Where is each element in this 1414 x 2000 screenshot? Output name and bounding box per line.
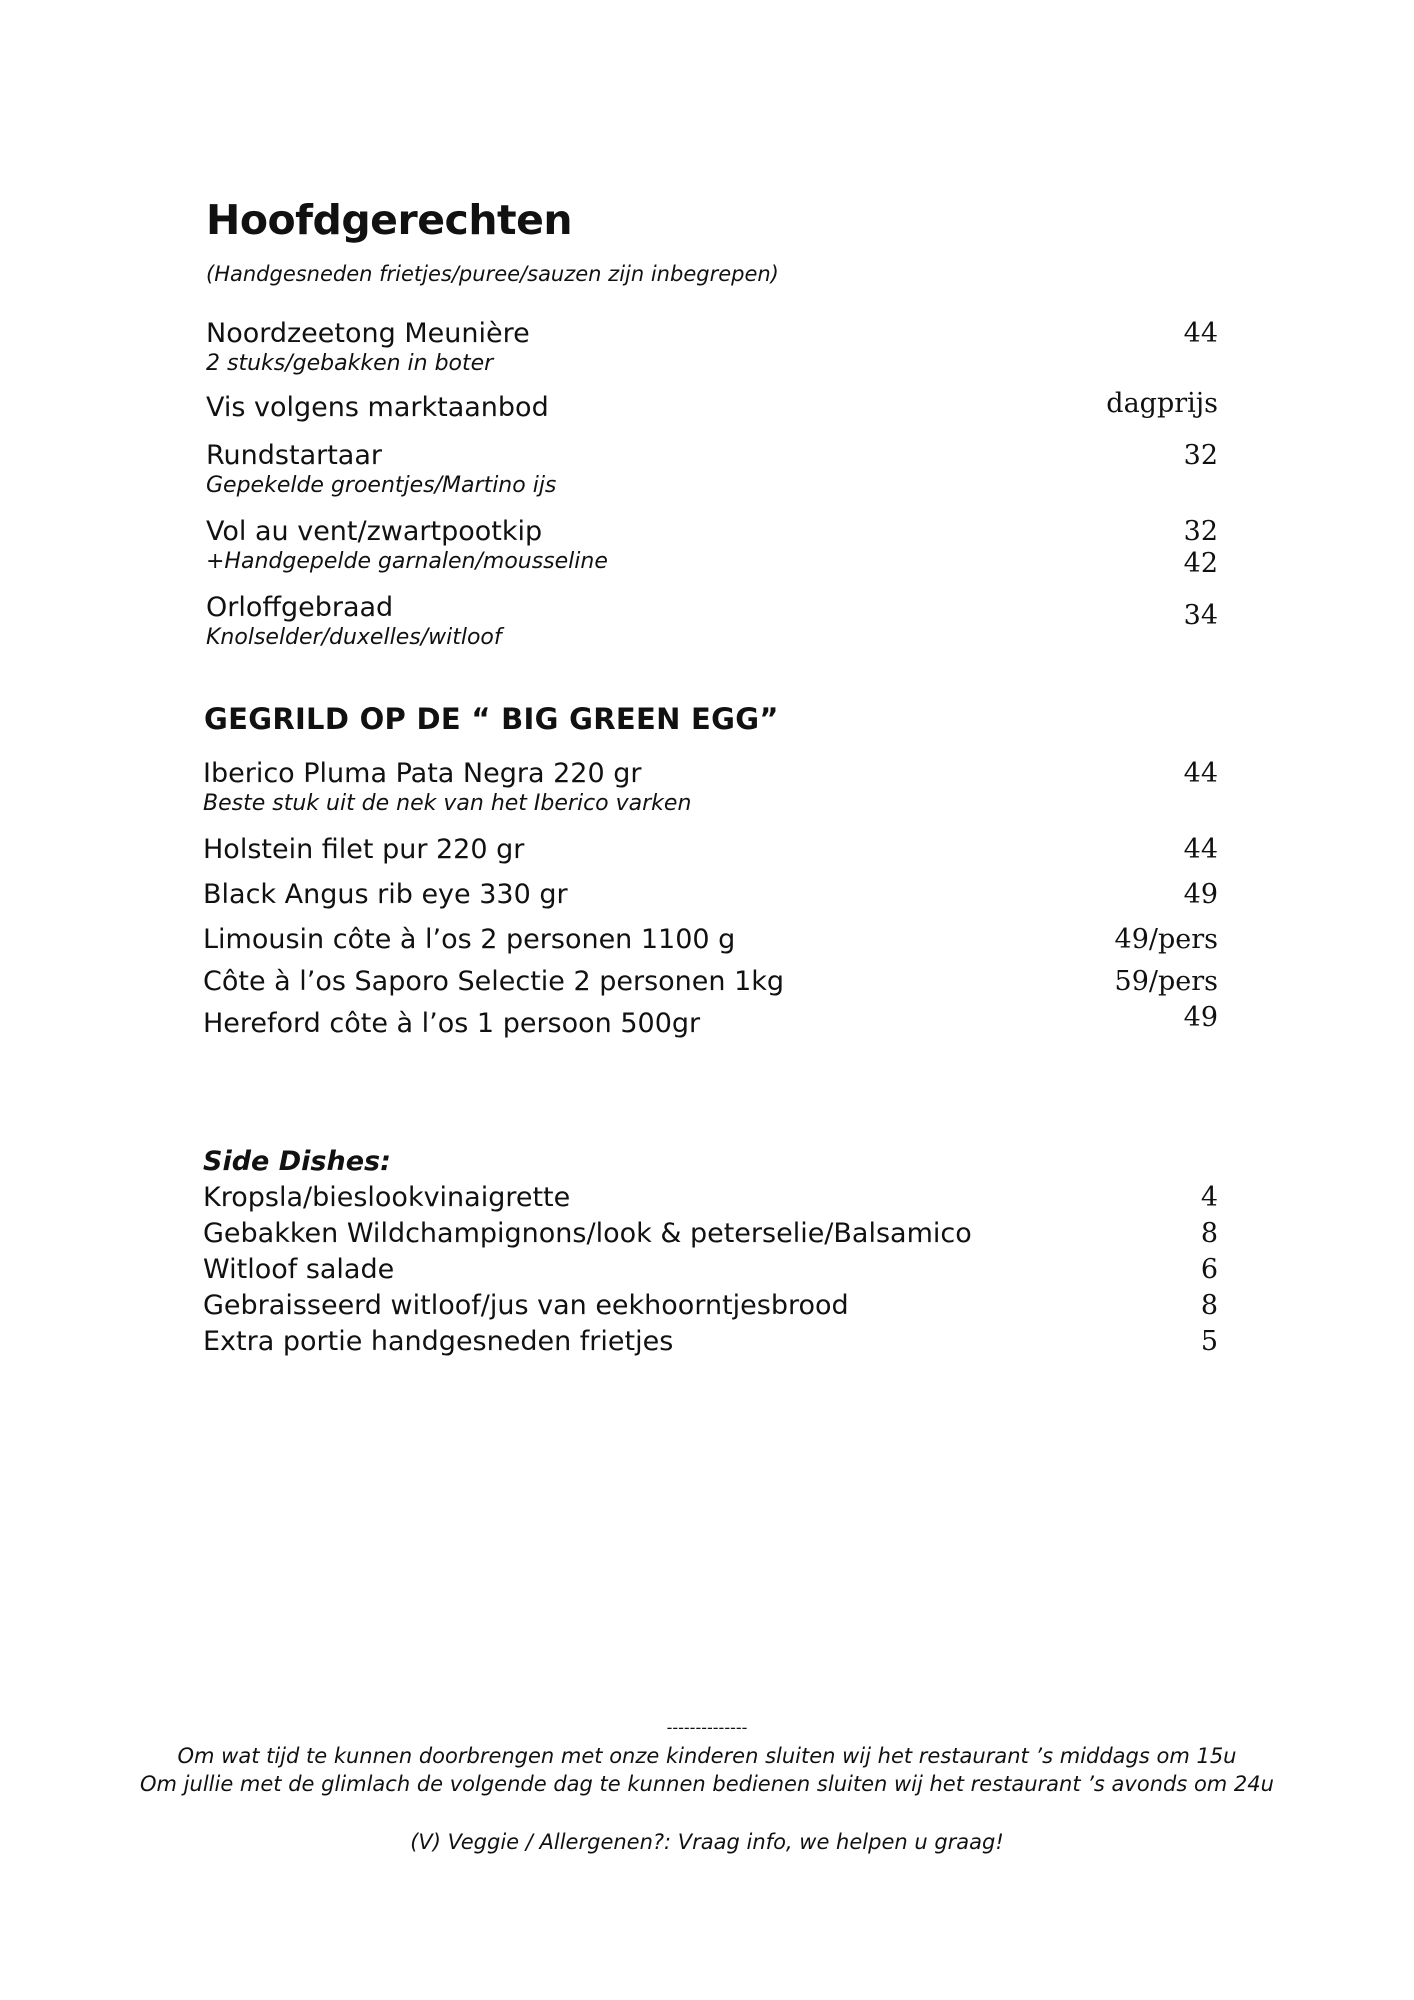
- side-item: [203, 1216, 1218, 1252]
- item-name: Côte à l’os Saporo Selectie 2 personen 1kg: [203, 966, 785, 997]
- footer-hours-evening: Om jullie met de glimlach de volgende dag te kunnen bedienen sluiten wij het restaurant ’s avonds om 24u: [140, 1772, 1274, 1796]
- side-item: [203, 1180, 1218, 1216]
- item-price: 32: [1183, 440, 1218, 471]
- menu-item: [203, 1002, 1218, 1040]
- menu-item: [203, 879, 1218, 911]
- item-price: 49: [1183, 1002, 1218, 1033]
- menu-item: [206, 388, 1218, 424]
- menu-item: [203, 758, 1218, 818]
- item-price: 59/pers: [1114, 966, 1218, 997]
- menu-item: [206, 592, 1218, 652]
- menu-item: [206, 318, 1218, 378]
- item-name: Rundstartaar: [206, 440, 382, 471]
- menu-item: [203, 966, 1218, 998]
- item-name: Noordzeetong Meunière: [206, 318, 530, 349]
- item-description: Gepekelde groentjes/Martino ijs: [206, 473, 557, 498]
- menu-item: [203, 834, 1218, 866]
- item-price: 44: [1183, 318, 1218, 349]
- item-price-extra: 42: [1183, 548, 1218, 579]
- side-item-name: Gebraisseerd witloof/jus van eekhoorntjesbrood: [203, 1290, 849, 1321]
- footer-separator: --------------: [666, 1718, 748, 1737]
- side-item-price: 6: [1200, 1254, 1218, 1285]
- side-item: [203, 1252, 1218, 1288]
- menu-item: [203, 924, 1218, 956]
- footer-hours-midday: Om wat tijd te kunnen doorbrengen met onze kinderen sluiten wij het restaurant ’s middags om 15u: [177, 1744, 1237, 1768]
- item-price: 44: [1183, 834, 1218, 865]
- side-item-price: 8: [1200, 1290, 1218, 1321]
- item-name: Orloffgebraad: [206, 592, 394, 623]
- side-item-price: 5: [1200, 1326, 1218, 1357]
- item-name: Iberico Pluma Pata Negra 220 gr: [203, 758, 642, 789]
- section-subtitle-main: (Handgesneden frietjes/puree/sauzen zijn inbegrepen): [206, 262, 779, 286]
- item-description: +Handgepelde garnalen/mousseline: [206, 549, 608, 574]
- side-item-name: Witloof salade: [203, 1254, 395, 1285]
- side-item-name: Extra portie handgesneden frietjes: [203, 1326, 674, 1357]
- item-description: Beste stuk uit de nek van het Iberico varken: [203, 791, 692, 816]
- side-item: [203, 1324, 1218, 1360]
- item-price: 49: [1183, 879, 1218, 910]
- item-name: Black Angus rib eye 330 gr: [203, 879, 568, 910]
- item-name: Limousin côte à l’os 2 personen 1100 g: [203, 924, 736, 955]
- item-price: dagprijs: [1106, 388, 1218, 419]
- menu-item: [206, 516, 1218, 579]
- side-item-price: 8: [1200, 1218, 1218, 1249]
- item-price: 49/pers: [1114, 924, 1218, 955]
- side-item-name: Kropsla/bieslookvinaigrette: [203, 1182, 571, 1213]
- item-name: Vis volgens marktaanbod: [206, 392, 549, 423]
- side-item: [203, 1288, 1218, 1324]
- section-title-grill: GEGRILD OP DE “ BIG GREEN EGG”: [204, 702, 779, 736]
- item-price: 32: [1183, 516, 1218, 547]
- side-item-name: Gebakken Wildchampignons/look & peterselie/Balsamico: [203, 1218, 972, 1249]
- item-description: 2 stuks/gebakken in boter: [206, 351, 494, 376]
- section-title-sides: Side Dishes:: [203, 1146, 391, 1177]
- item-price: 44: [1183, 758, 1218, 789]
- item-price: 34: [1183, 600, 1218, 631]
- item-name: Holstein filet pur 220 gr: [203, 834, 525, 865]
- menu-item: [206, 440, 1218, 500]
- item-name: Vol au vent/zwartpootkip: [206, 516, 543, 547]
- side-item-price: 4: [1200, 1182, 1218, 1213]
- item-name: Hereford côte à l’os 1 persoon 500gr: [203, 1008, 701, 1039]
- footer-allergen-note: (V) Veggie / Allergenen?: Vraag info, we helpen u graag!: [410, 1830, 1004, 1854]
- section-title-main: Hoofdgerechten: [206, 196, 573, 244]
- item-description: Knolselder/duxelles/witloof: [206, 625, 502, 650]
